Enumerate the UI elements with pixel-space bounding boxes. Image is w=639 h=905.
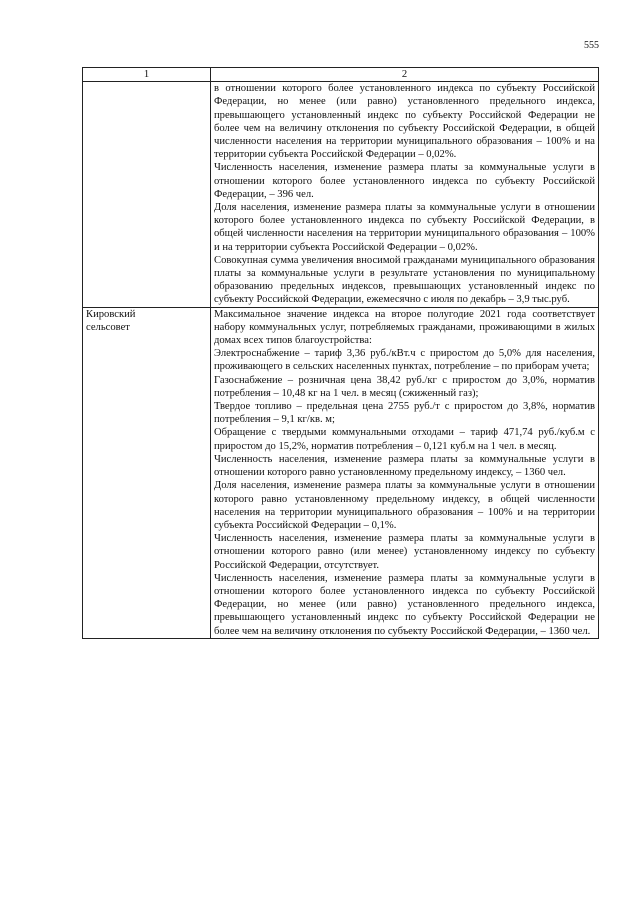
- table-row: [83, 82, 599, 307]
- paragraph: Газоснабжение – розничная цена 38,42 руб./кг с приростом до 3,0%, норматив потребления – 10,48 кг на 1 чел. в месяц (сжиженный газ);: [214, 374, 595, 399]
- table-row: [83, 307, 599, 638]
- paragraph: Доля населения, изменение размера платы за коммунальные услуги в отношении которого равно установленному предельному индексу, в общей численности населения на территории муниципального образования – 100% и на территории субъекта Российской Федерации – 0,1%.: [214, 480, 595, 531]
- municipality-name-line: сельсовет: [86, 321, 130, 333]
- paragraph: Численность населения, изменение размера платы за коммунальные услуги в отношении которого более установленного индекса по субъекту Российской Федерации, – 396 чел.: [214, 162, 595, 200]
- paragraph: Совокупная сумма увеличения вносимой гражданами муниципального образования платы за коммунальные услуги в результате установления по муниципальному образованию предельных индексов, превышающих установленный индекс по субъекту Российской Федерации, ежемесячно с июля по декабрь – 3,9 тыс.руб.: [214, 254, 595, 306]
- description-cell: [211, 82, 599, 307]
- column-header-1: 1: [83, 68, 211, 82]
- paragraph: в отношении которого более установленного индекса по субъекту Российской Федерации, но менее (или равно) установленного предельного индекса, превышающего установленный индекс по субъекту Российской Федерации не более чем на величину отклонения по субъекту Российской Федерации, в общей численности населения на территории муниципального образования – 100% и на территории субъекта Российской Федерации – 0,02%.: [214, 83, 595, 161]
- paragraph: Электроснабжение – тариф 3,36 руб./кВт.ч с приростом до 5,0% для населения, проживающего в сельских населенных пунктах, потребление – по приборам учета;: [214, 348, 595, 373]
- municipality-cell: [83, 82, 211, 307]
- municipality-cell: [83, 307, 211, 638]
- column-header-2: 2: [211, 68, 599, 82]
- table-header-row: [83, 68, 599, 82]
- paragraph: Твердое топливо – предельная цена 2755 руб./т с приростом до 3,8%, норматив потребления – 9,1 кг/кв. м;: [214, 401, 595, 426]
- description-cell: [211, 307, 599, 638]
- paragraph: Численность населения, изменение размера платы за коммунальные услуги в отношении которого равно (или менее) установленному индексу по субъекту Российской Федерации, отсутствует.: [214, 533, 595, 571]
- document-table: [82, 67, 599, 639]
- paragraph: Численность населения, изменение размера платы за коммунальные услуги в отношении которого более установленного индекса по субъекту Российской Федерации, но менее (или равно) установленного предельного индекса, превышающего установленный индекс по субъекту Российской Федерации не более чем на величину отклонения по субъекту Российской Федерации, – 1360 чел.: [214, 572, 595, 637]
- paragraph: Численность населения, изменение размера платы за коммунальные услуги в отношении которого равно установленному предельному индексу, – 1360 чел.: [214, 453, 595, 479]
- paragraph: Максимальное значение индекса на второе полугодие 2021 года соответствует набору коммунальных услуг, потребляемых гражданами, проживающими в жилых домах всех типов благоустройства:: [214, 308, 595, 347]
- municipality-name-line: Кировский: [86, 308, 136, 320]
- page-number: 555: [584, 40, 599, 51]
- paragraph: Доля населения, изменение размера платы за коммунальные услуги в отношении которого более установленного индекса по субъекту Российской Федерации, в общей численности населения на территории муниципального образования – 100% и на территории субъекта Российской Федерации – 0,02%.: [214, 202, 595, 253]
- paragraph: Обращение с твердыми коммунальными отходами – тариф 471,74 руб./куб.м с приростом до 15,2%, норматив потребления – 0,121 куб.м на 1 чел. в месяц.: [214, 427, 595, 452]
